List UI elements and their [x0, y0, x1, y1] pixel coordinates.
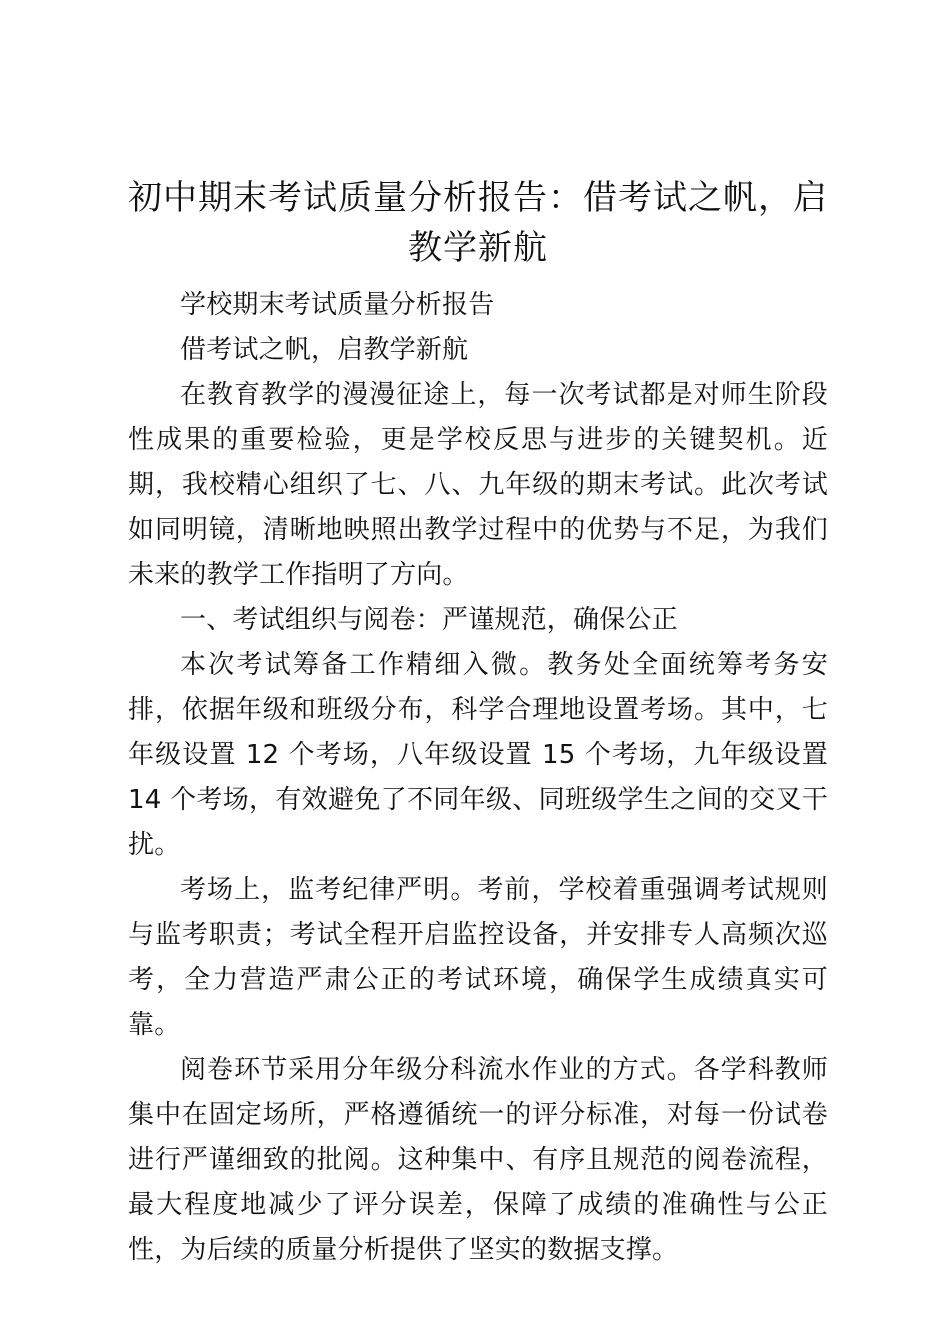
- exam-organization-paragraph: 本次考试筹备工作精细入微。教务处全面统筹考务安排，依据年级和班级分布，科学合理地设置考场。其中，七年级设置 12 个考场，八年级设置 15 个考场，九年级设置 14 个考场，有效避免了不同年级、同班级学生之间的交叉干扰。: [128, 650, 828, 860]
- subtitle-slogan: 借考试之帆，启教学新航: [180, 335, 469, 365]
- subtitle-report-name: 学校期末考试质量分析报告: [180, 290, 495, 320]
- exam-discipline-paragraph: 考场上，监考纪律严明。考前，学校着重强调考试规则与监考职责；考试全程开启监控设备，并安排专人高频次巡考，全力营造严肃公正的考试环境，确保学生成绩真实可靠。: [128, 875, 828, 1040]
- document-content: [128, 173, 828, 1273]
- section-heading: 一、考试组织与阅卷：严谨规范，确保公正: [180, 605, 678, 635]
- document-title: 初中期末考试质量分析报告：借考试之帆，启教学新航: [128, 178, 828, 268]
- intro-paragraph: 在教育教学的漫漫征途上，每一次考试都是对师生阶段性成果的重要检验，更是学校反思与进步的关键契机。近期，我校精心组织了七、八、九年级的期末考试。此次考试如同明镜，清晰地映照出教学过程中的优势与不足，为我们未来的教学工作指明了方向。: [128, 380, 828, 590]
- grading-paragraph: 阅卷环节采用分年级分科流水作业的方式。各学科教师集中在固定场所，严格遵循统一的评分标准，对每一份试卷进行严谨细致的批阅。这种集中、有序且规范的阅卷流程，最大程度地减少了评分误差，保障了成绩的准确性与公正性，为后续的质量分析提供了坚实的数据支撑。: [128, 1055, 828, 1265]
